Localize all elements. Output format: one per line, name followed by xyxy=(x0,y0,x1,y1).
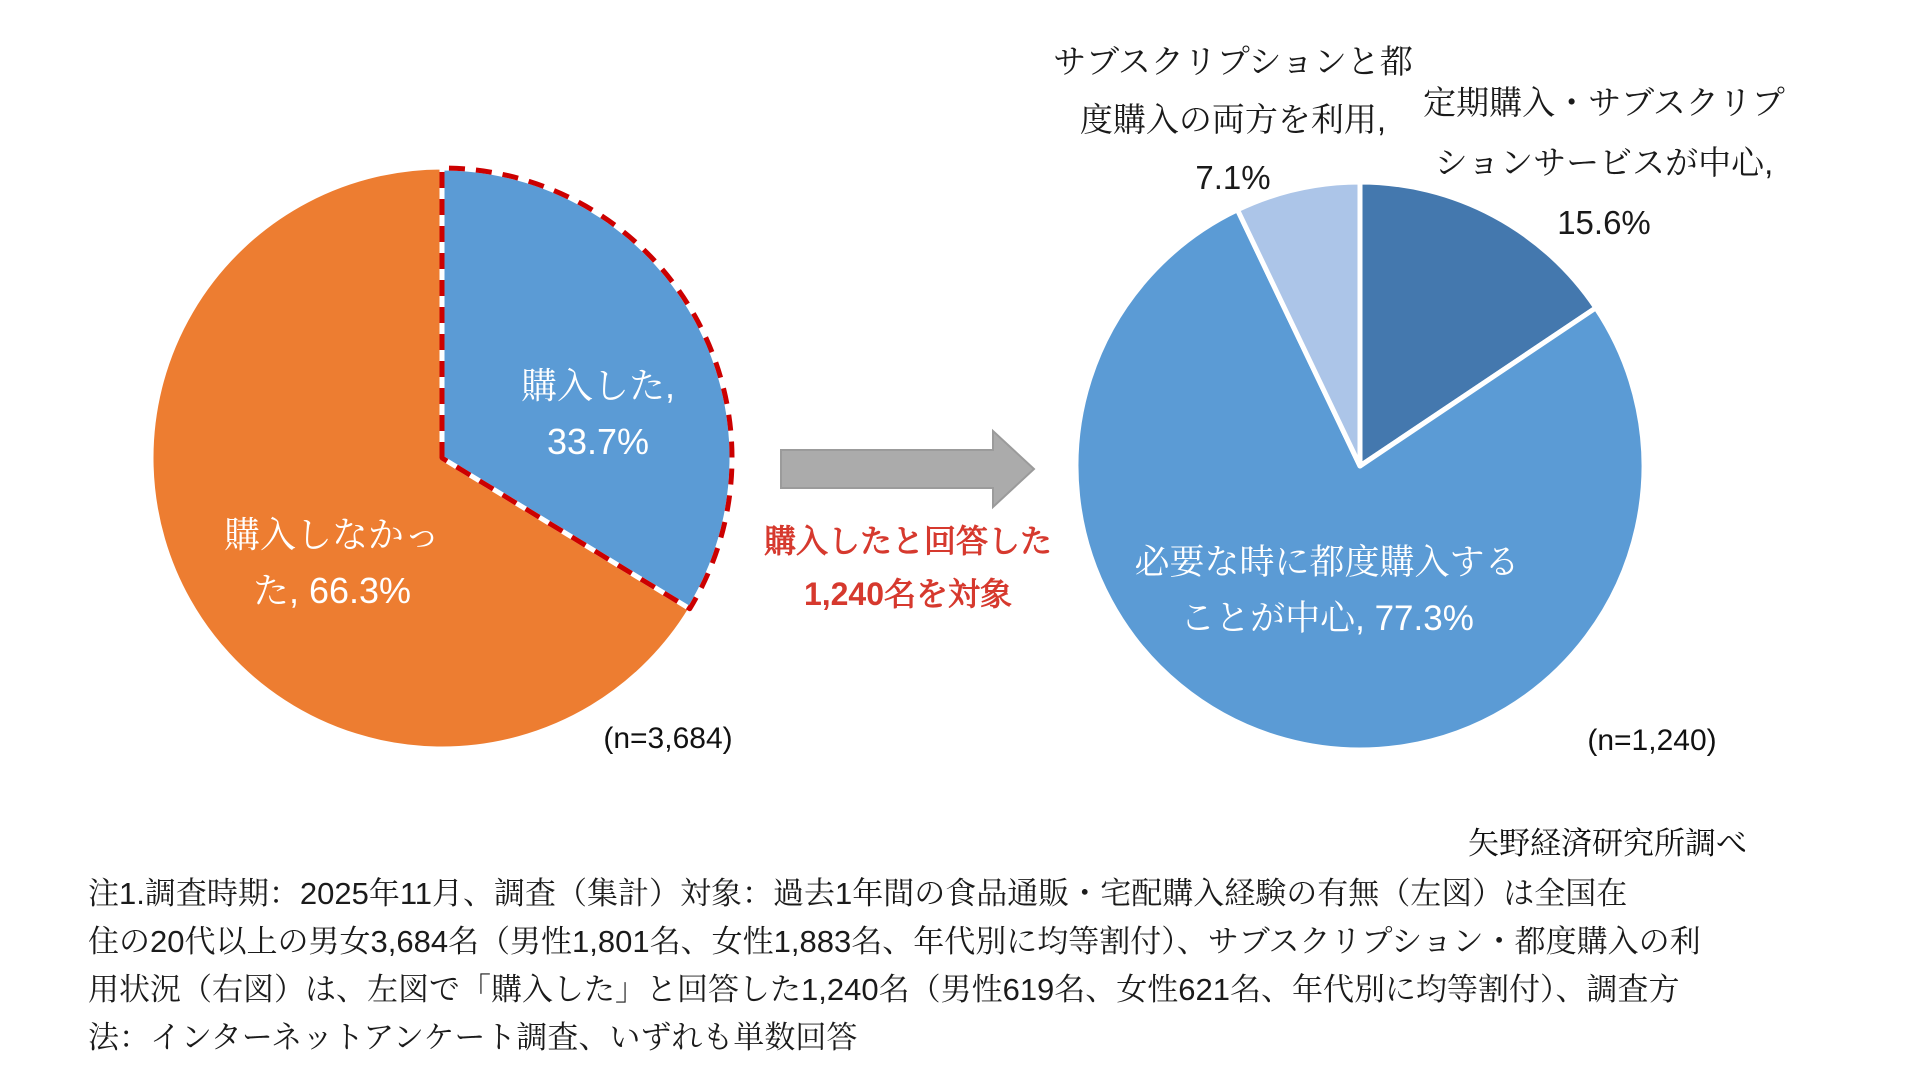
label-line: 15.6% xyxy=(1557,204,1651,241)
label-line: 7.1% xyxy=(1195,159,1271,196)
footnote-line: 住の20代以上の男女3,684名（男性1,801名、女性1,883名、年代別に均等割付）、サブスクリプション・都度購入の利 xyxy=(88,924,1701,959)
label-line: 購入したと回答した xyxy=(763,523,1053,559)
right-pie-label-ondemand xyxy=(1134,535,1519,647)
footnote-line: 注1.調査時期：2025年11月、調査（集計）対象：過去1年間の食品通販・宅配購入経験の有無（左図）は全国在 xyxy=(88,876,1628,911)
label-line: 必要な時に都度購入する xyxy=(1134,543,1520,582)
label-line: 購入した, xyxy=(520,365,676,406)
label-line: 33.7% xyxy=(546,421,650,462)
label-line: ことが中心, 77.3% xyxy=(1180,599,1474,638)
footnote xyxy=(88,870,1701,1062)
label-line: ションサービスが中心, xyxy=(1434,144,1774,181)
left-pie-label-not-purchased xyxy=(224,507,440,619)
label-line: た, 66.3% xyxy=(252,570,412,611)
footnote-line: 用状況（右図）は、左図で「購入した」と回答した1,240名（男性619名、女性621名、年代別に均等割付）、調査方 xyxy=(88,972,1680,1007)
label-line: 定期購入・サブスクリプ xyxy=(1423,84,1785,121)
label-line: 1,240名を対象 xyxy=(803,576,1013,612)
label-line: 購入しなかっ xyxy=(223,514,441,555)
label-line: 度購入の両方を利用, xyxy=(1079,101,1387,138)
right-pie-callout-subscription xyxy=(1423,73,1785,253)
arrow-note xyxy=(764,515,1052,621)
right-pie-callout-both xyxy=(1053,33,1413,207)
footnote-line: 法：インターネットアンケート調査、いずれも単数回答 xyxy=(88,1020,858,1055)
source-credit: 矢野経済研究所調べ xyxy=(1468,826,1747,861)
left-pie-n-label: (n=3,684) xyxy=(603,722,733,755)
right-pie-n-label: (n=1,240) xyxy=(1587,724,1717,757)
right-pie xyxy=(1076,182,1644,750)
left-pie-label-purchased xyxy=(521,358,675,470)
right-arrow-icon xyxy=(781,431,1034,507)
label-line: サブスクリプションと都 xyxy=(1053,43,1413,80)
